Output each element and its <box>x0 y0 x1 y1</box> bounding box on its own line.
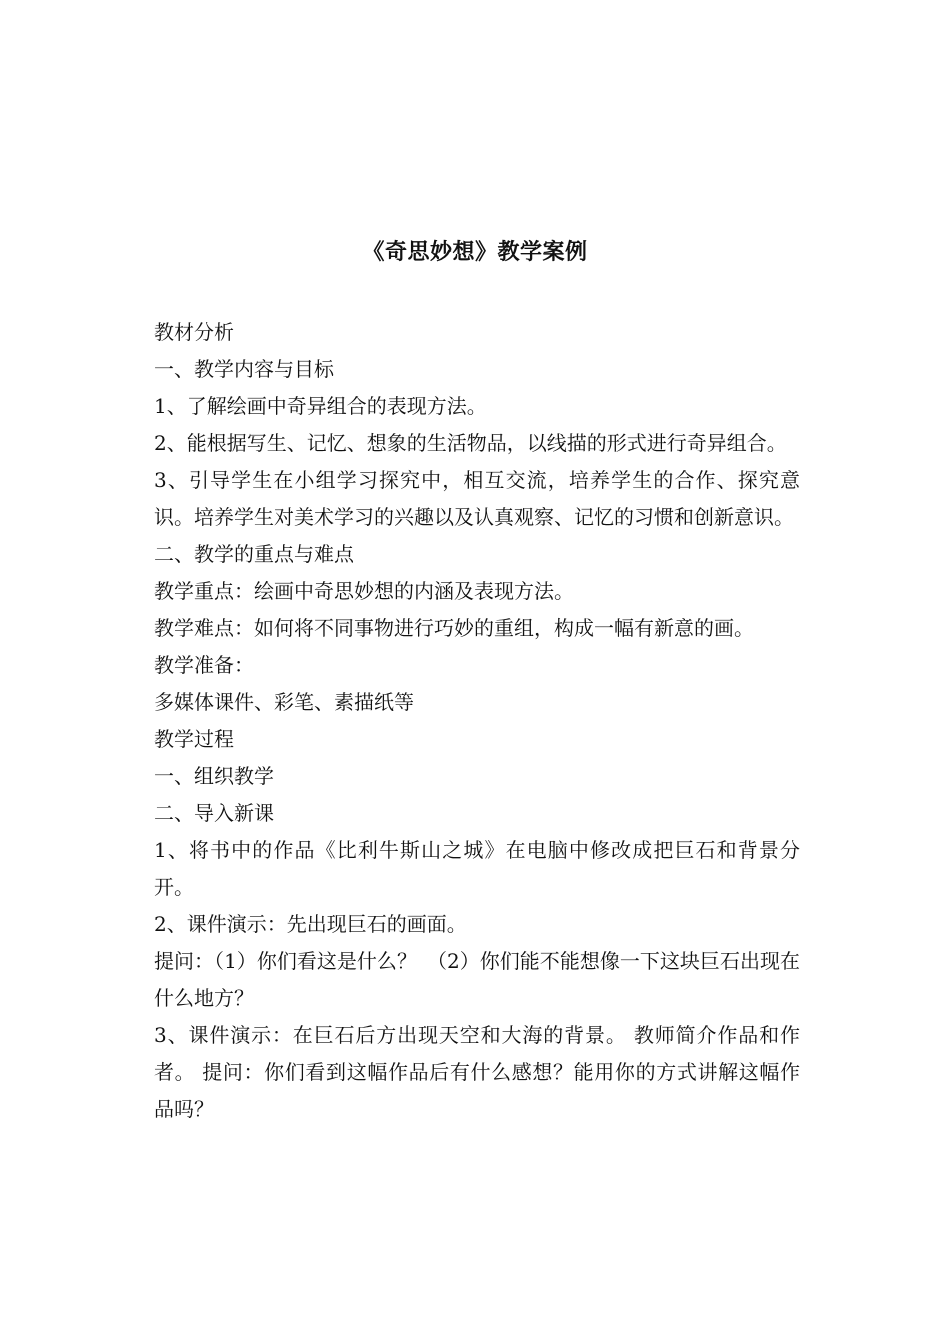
paragraph: 1、了解绘画中奇异组合的表现方法。 <box>154 394 487 418</box>
document-body <box>154 314 800 1128</box>
paragraph: 多媒体课件、彩笔、素描纸等 <box>154 690 414 714</box>
paragraph: 教材分析 <box>154 320 234 344</box>
paragraph: 一、组织教学 <box>154 764 274 788</box>
paragraph: 教学难点：如何将不同事物进行巧妙的重组，构成一幅有新意的画。 <box>154 616 754 640</box>
paragraph: 教学准备： <box>154 653 254 677</box>
document-title: 《奇思妙想》教学案例 <box>362 239 588 265</box>
paragraph: 提问：（1）你们看这是什么？ （2）你们能不能想像一下这块巨石出现在什么地方？ <box>154 949 800 1010</box>
paragraph: 二、教学的重点与难点 <box>154 542 354 566</box>
paragraph: 教学重点：绘画中奇思妙想的内涵及表现方法。 <box>154 579 574 603</box>
paragraph: 2、课件演示：先出现巨石的画面。 <box>154 912 467 936</box>
paragraph: 1、将书中的作品《比利牛斯山之城》在电脑中修改成把巨石和背景分开。 <box>154 838 800 899</box>
paragraph: 3、课件演示：在巨石后方出现天空和大海的背景。 教师简介作品和作者。 提问：你们看到这幅作品后有什么感想？能用你的方式讲解这幅作品吗？ <box>154 1023 800 1121</box>
paragraph: 2、能根据写生、记忆、想象的生活物品，以线描的形式进行奇异组合。 <box>154 431 787 455</box>
paragraph: 二、导入新课 <box>154 801 274 825</box>
paragraph: 3、引导学生在小组学习探究中，相互交流，培养学生的合作、探究意识。培养学生对美术学习的兴趣以及认真观察、记忆的习惯和创新意识。 <box>154 468 800 529</box>
paragraph: 教学过程 <box>154 727 234 751</box>
paragraph: 一、教学内容与目标 <box>154 357 334 381</box>
